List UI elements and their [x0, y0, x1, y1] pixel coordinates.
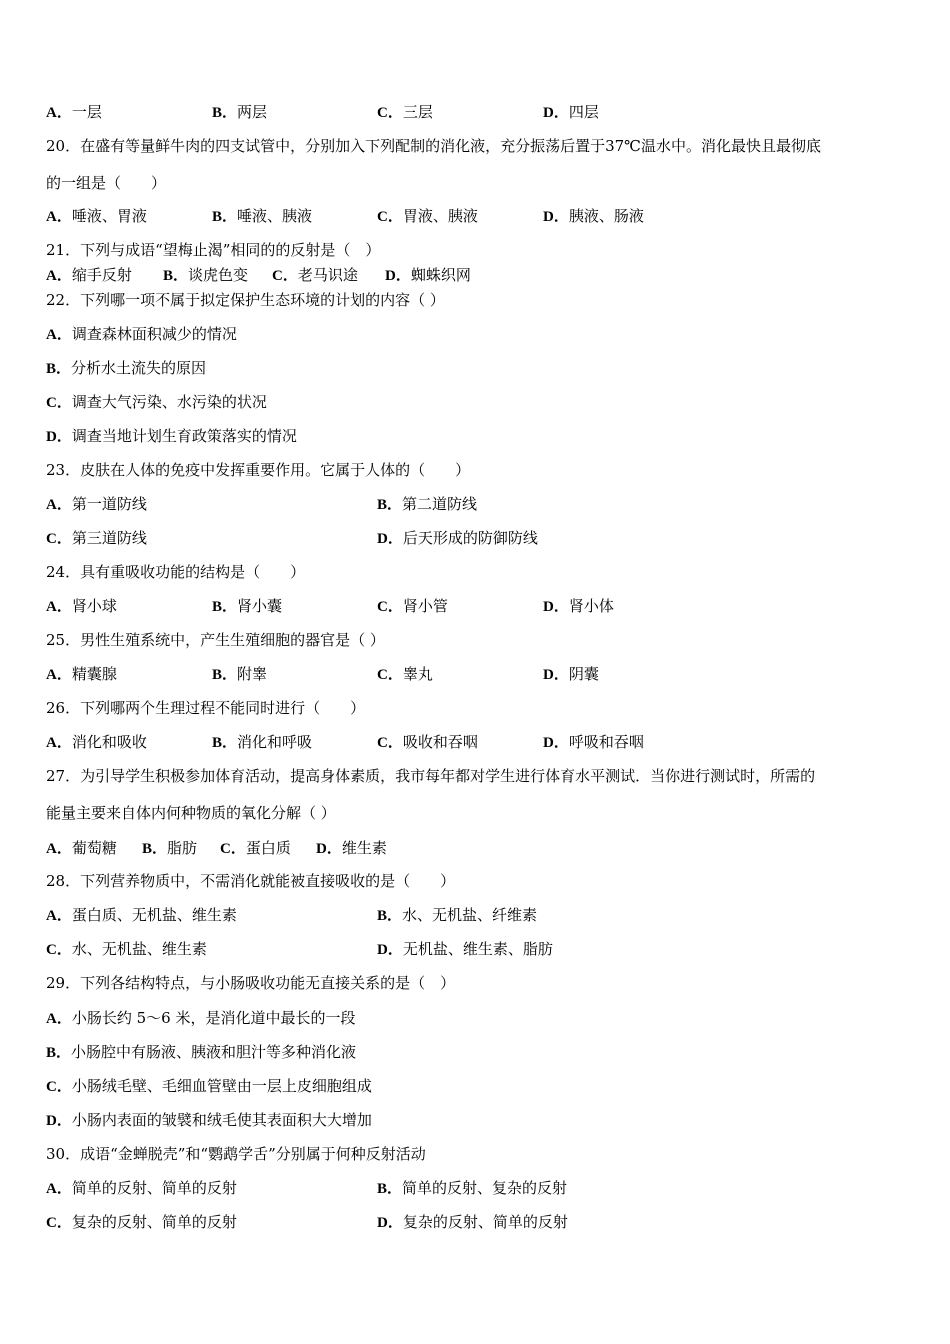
q27-option-d: D．维生素: [316, 839, 387, 857]
q21-option-d: D．蜘蛛织网: [385, 266, 471, 284]
q23-stem: 23．皮肤在人体的免疫中发挥重要作用。它属于人体的（ ）: [46, 461, 471, 479]
q21-option-a: A．缩手反射: [46, 266, 132, 284]
q26-option-a: A．消化和吸收: [46, 733, 147, 751]
q19-option-a: A．一层: [46, 103, 102, 121]
q22-option-b: B．分析水土流失的原因: [46, 359, 207, 377]
q23-option-c: C．第三道防线: [46, 529, 147, 547]
q21-option-c: C．老马识途: [272, 266, 358, 284]
q27-stem-line2: 能量主要来自体内何种物质的氧化分解（ ）: [46, 804, 336, 822]
q22-option-a: A．调查森林面积减少的情况: [46, 325, 237, 343]
q22-option-d: D．调查当地计划生育政策落实的情况: [46, 427, 297, 445]
q20-stem-line2: 的一组是（ ）: [46, 174, 167, 192]
q26-option-c: C．吸收和吞咽: [377, 733, 478, 751]
q27-option-c: C．蛋白质: [220, 839, 291, 857]
q24-option-a: A．肾小球: [46, 597, 117, 615]
q21-stem: 21．下列与成语“望梅止渴”相同的的反射是（ ）: [46, 241, 381, 259]
q24-option-c: C．肾小管: [377, 597, 448, 615]
q22-stem: 22．下列哪一项不属于拟定保护生态环境的计划的内容（ ）: [46, 291, 445, 309]
q20-option-c: C．胃液、胰液: [377, 207, 478, 225]
q19-option-d: D．四层: [543, 103, 599, 121]
q24-stem: 24．具有重吸收功能的结构是（ ）: [46, 563, 306, 581]
q22-option-c: C．调查大气污染、水污染的状况: [46, 393, 267, 411]
q24-option-b: B．肾小囊: [212, 597, 283, 615]
q29-option-b: B．小肠腔中有肠液、胰液和胆汁等多种消化液: [46, 1043, 357, 1061]
q30-option-b: B．简单的反射、复杂的反射: [377, 1179, 568, 1197]
q25-option-b: B．附睾: [212, 665, 268, 683]
q19-option-c: C．三层: [377, 103, 433, 121]
q30-option-c: C．复杂的反射、简单的反射: [46, 1213, 237, 1231]
q25-option-c: C．睾丸: [377, 665, 433, 683]
q29-option-d: D．小肠内表面的皱襞和绒毛使其表面积大大增加: [46, 1111, 372, 1129]
q29-stem: 29．下列各结构特点，与小肠吸收功能无直接关系的是（ ）: [46, 974, 456, 992]
q20-option-a: A．唾液、胃液: [46, 207, 147, 225]
q25-stem: 25．男性生殖系统中，产生生殖细胞的器官是（ ）: [46, 631, 385, 649]
q23-option-b: B．第二道防线: [377, 495, 478, 513]
q24-option-d: D．肾小体: [543, 597, 614, 615]
q28-stem: 28．下列营养物质中，不需消化就能被直接吸收的是（ ）: [46, 872, 456, 890]
q20-option-d: D．胰液、肠液: [543, 207, 644, 225]
q28-option-c: C．水、无机盐、维生素: [46, 940, 207, 958]
q28-option-d: D．无机盐、维生素、脂肪: [377, 940, 553, 958]
q26-stem: 26．下列哪两个生理过程不能同时进行（ ）: [46, 699, 366, 717]
q27-stem-line1: 27．为引导学生积极参加体育活动，提高身体素质，我市每年都对学生进行体育水平测试．当你进行测试时，所需的: [46, 767, 816, 785]
q20-stem-line1: 20．在盛有等量鲜牛肉的四支试管中，分别加入下列配制的消化液，充分振荡后置于37℃温水中。消化最快且最彻底: [46, 137, 821, 155]
q26-option-d: D．呼吸和吞咽: [543, 733, 644, 751]
q29-option-a: A．小肠长约 5～6 米，是消化道中最长的一段: [46, 1009, 356, 1027]
q30-option-a: A．简单的反射、简单的反射: [46, 1179, 237, 1197]
q28-option-b: B．水、无机盐、纤维素: [377, 906, 538, 924]
q20-option-b: B．唾液、胰液: [212, 207, 313, 225]
q27-option-a: A．葡萄糖: [46, 839, 117, 857]
q19-option-b: B．两层: [212, 103, 268, 121]
q25-option-a: A．精囊腺: [46, 665, 117, 683]
q21-option-b: B．谈虎色变: [163, 266, 249, 284]
q23-option-a: A．第一道防线: [46, 495, 147, 513]
q29-option-c: C．小肠绒毛壁、毛细血管壁由一层上皮细胞组成: [46, 1077, 372, 1095]
q27-option-b: B．脂肪: [142, 839, 198, 857]
q28-option-a: A．蛋白质、无机盐、维生素: [46, 906, 237, 924]
q23-option-d: D．后天形成的防御防线: [377, 529, 538, 547]
q30-option-d: D．复杂的反射、简单的反射: [377, 1213, 568, 1231]
q30-stem: 30．成语“金蝉脱壳”和“鹦鹉学舌”分别属于何种反射活动: [46, 1145, 426, 1163]
q25-option-d: D．阴囊: [543, 665, 599, 683]
q26-option-b: B．消化和呼吸: [212, 733, 313, 751]
